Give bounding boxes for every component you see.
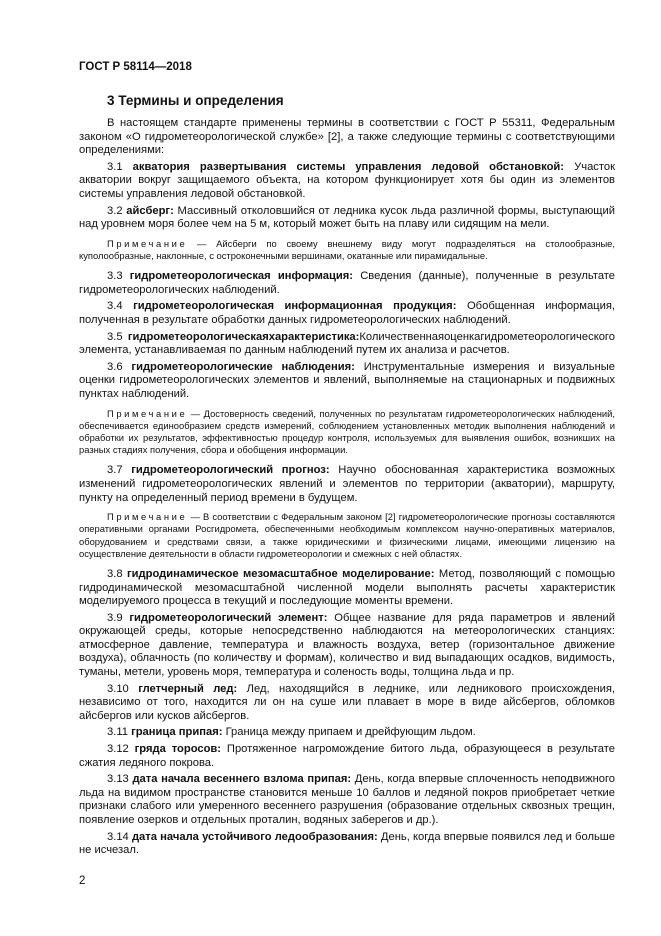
section-title [107,93,615,108]
term-3-7: 3.7 гидрометеорологический прогноз: Научно обоснованная характеристика возможных изменений гидрометеорологических явлений и элементов по территории (акватории), маршруту, пункту на определенный период времени в будущем. [79,464,616,504]
section-number: 3 [107,93,115,108]
document-body [79,93,615,861]
note-1: Примечание — Айсберги по своему внешнему виду могут подразделяться на столообразные, куполообразные, наклонные, с остроконечными вершинами, окатанные или пирамидальные. [79,237,616,261]
term-3-5: 3.5 гидрометеорологическаяхарактеристика:Количественнаяоценкагидрометеорологического элемента, устанавливаемая по данным наблюдений путем их анализа и расчетов. [79,330,615,357]
note-label: Примечание [107,237,188,249]
term-3-6: 3.6 гидрометеорологические наблюдения: Инструментальные измерения и визуальные оценки гидрометеорологических элементов и явлений, выполняемые на стационарных и подвижных пунктах наблюдений. [79,360,616,400]
page-number: 2 [79,875,86,887]
term-3-10: 3.10 глетчерный лед: Лед, находящийся в леднике, или ледникового происхождения, независимо от того, находится ли он на суше или плавает в море в виде айсбергов, обломков айсбергов или кусков айсбергов. [79,682,616,722]
term-3-9: 3.9 гидрометеорологический элемент: Общее название для ряда параметров и явлений окружающей среды, которые непосредственно наблюдаются на метеорологических станциях: атмосферное давление, температура и влажность воздуха, ветер (горизонтальное движение воздуха), облачность (по количеству и формам), количество и вид выпадающих осадков, видимость, туманы, метели, уровень моря, температура и соленость воды, толщина льда и пр. [79,611,616,679]
term-3-1: 3.1 акватория развертывания системы управления ледовой обстановкой: Участок акватории вокруг защищаемого объекта, на котором функционирует хотя бы один из элементов системы управления ледовой обстановкой. [79,160,616,200]
term-3-3: 3.3 гидрометеорологическая информация: Сведения (данные), полученные в результате гидрометеорологических наблюдений. [79,270,616,296]
term-3-4: 3.4 гидрометеорологическая информационная продукция: Обобщенная информация, полученная в результате обработки данных гидрометеорологических наблюдений. [79,300,616,326]
note-label: Примечание [107,407,188,419]
term-3-8: 3.8 гидродинамическое мезомасштабное моделирование: Метод, позволяющий с помощью гидродинамической мезомасштабной численной модели выполнять расчеты характеристик моделируемого процесса в текущий и последующие моменты времени. [79,567,616,608]
note-2: Примечание — Достоверность сведений, полученных по результатам гидрометеорологических наблюдений, обеспечивается единообразием средств измерений, соблюдением установленных методик выполнения наблюдений и обработки их результатов, эффективностью процедур контроля, используемых для выявления ошибок, возникших на разных стадиях получения, сбора и обобщения информации. [79,407,615,456]
document-header: ГОСТ Р 58114—2018 [79,61,192,73]
note-3: Примечание — В соответствии с Федеральным законом [2] гидрометеорологические прогнозы составляются оперативными органами Росгидромета, обеспеченными необходимым комплексом научно-оперативных материалов, оборудованием и средствами связи, а также юридическими и физическими лицами, имеющими лицензию на осуществление деятельности в области гидрометеорологии и смежных с ней областях. [79,511,615,559]
section-title-text: Термины и определения [118,93,284,108]
term-3-11: 3.11 граница припая: Граница между припаем и дрейфующим льдом. [107,726,476,739]
term-3-13: 3.13 дата начала весеннего взлома припая: День, когда впервые сплоченность неподвижного льда на видимом пространстве становится меньше 10 баллов и ледяной покров приобретает четкие признаки слабого или умеренного весеннего разрушения (образование отдельных сквозных трещин, появление озерков и отдельных проталин, водяных заберегов и др.). [79,773,616,826]
term-3-2: 3.2 айсберг: Массивный отколовшийся от ледника кусок льда различной формы, выступающий над уровнем моря более чем на 5 м, который может быть на плаву или сидящим на мели. [79,204,616,231]
section-intro: В настоящем стандарте применены термины в соответствии с ГОСТ Р 55311, Федеральным законом «О гидрометеорологической службе» [2], а также следующие термины с соответствующими определениями: [79,117,615,157]
note-label: Примечание [107,511,188,523]
term-3-14: 3.14 дата начала устойчивого ледообразования: День, когда впервые появился лед и больше не исчезал. [79,830,615,857]
term-3-12: 3.12 гряда торосов: Протяженное нагромождение битого льда, образующееся в результате сжатия ледяного покрова. [79,743,615,769]
